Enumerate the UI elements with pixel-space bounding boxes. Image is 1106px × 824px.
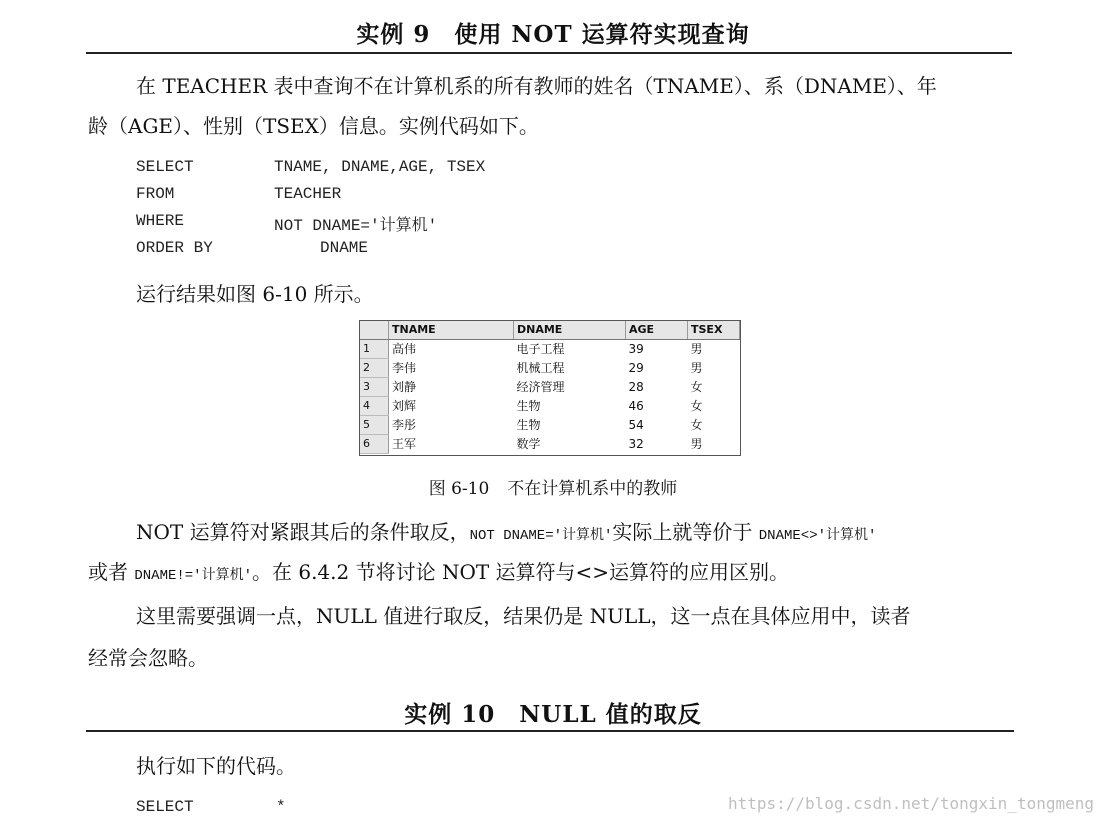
code-value: NOT DNAME='计算机' [274,217,438,235]
watermark-url: https://blog.csdn.net/tongxin_tongmeng [727,794,1094,813]
code-keyword: SELECT [136,798,194,816]
grid-cell: 54 [628,418,644,432]
figure-caption-text: 不在计算机系中的教师 [507,479,678,499]
grid-header-corner [360,321,389,340]
grid-row [360,378,740,397]
grid-cell: 高伟 [392,342,417,357]
code-value: * [276,798,286,816]
grid-header-tsex: TSEX [688,321,740,340]
explain-code-3: DNAME!='计算机' [134,568,252,584]
grid-cell: 39 [628,342,644,357]
result-grid [359,320,741,456]
grid-row [360,435,740,454]
grid-cell: 生物 [516,418,541,432]
grid-cell: 刘静 [392,380,417,394]
code-value: DNAME [320,239,369,257]
run-result-text: 运行结果如图 6-10 所示。 [136,282,374,306]
grid-row [360,340,740,359]
grid-cell: 刘辉 [392,399,417,413]
explain-text-a: NOT 运算符对紧跟其后的条件取反， [136,520,470,544]
grid-row-number: 1 [360,340,389,359]
grid-header-tname: TNAME [389,321,514,340]
grid-cell: 王军 [392,437,417,451]
grid-cell: 机械工程 [516,361,565,375]
grid-header-age: AGE [626,321,688,340]
grid-row-number: 3 [360,378,389,397]
grid-cell: 男 [690,437,703,451]
example10-intro: 执行如下的代码。 [136,754,296,778]
intro-line-1: 在 TEACHER 表中查询不在计算机系的所有教师的姓名（TNAME）、系（DNAME）、年 [136,74,937,98]
example10-title: 实例 10 NULL 值的取反 [404,701,702,728]
grid-header-dname: DNAME [514,321,626,340]
grid-row-number: 2 [360,359,389,378]
grid-row-number: 4 [360,397,389,416]
grid-cell: 女 [690,418,703,432]
grid-cell: 女 [690,380,703,394]
grid-header-row [360,321,740,340]
grid-cell: 男 [690,361,703,375]
grid-cell: 29 [628,361,644,375]
example9-title: 实例 9 使用 NOT 运算符实现查询 [356,21,750,48]
title-rule [86,730,1014,732]
code-keyword: ORDER BY [136,239,213,257]
grid-cell: 生物 [516,399,541,413]
figure-caption [0,474,1106,499]
grid-cell: 数学 [516,437,541,451]
intro-line-2: 龄（AGE）、性别（TSEX）信息。实例代码如下。 [88,114,539,138]
emphasis-line-2: 经常会忽略。 [88,646,208,670]
grid-cell: 李彤 [392,418,417,432]
grid-cell: 32 [628,437,644,451]
grid-cell: 女 [690,399,703,413]
explain-text-b: 实际上就等价于 [612,520,753,544]
figure-caption-number: 图 6-10 [428,479,490,499]
explain-text-d: 。在 6.4.2 节将讨论 NOT 运算符与<>运算符的应用区别。 [251,560,790,584]
explain-line-1 [136,522,876,546]
code-keyword: FROM [136,185,175,203]
explain-line-2 [88,562,789,586]
grid-row-number: 6 [360,435,389,454]
grid-row-number: 5 [360,416,389,435]
grid-cell: 28 [628,380,644,394]
emphasis-line-1: 这里需要强调一点，NULL 值进行取反，结果仍是 NULL，这一点在具体应用中，读者 [136,604,911,628]
explain-code-1: NOT DNAME='计算机' [469,528,613,544]
grid-row [360,397,740,416]
grid-cell: 男 [690,342,703,357]
code-value: TNAME, DNAME,AGE, TSEX [274,158,486,176]
grid-row [360,416,740,435]
code-keyword: WHERE [136,212,185,230]
explain-code-2: DNAME<>'计算机' [758,528,877,544]
code-value: TEACHER [274,185,342,203]
grid-row [360,359,740,378]
explain-text-c: 或者 [88,560,128,584]
code-keyword: SELECT [136,158,194,176]
grid-cell: 经济管理 [516,380,565,394]
title-rule [86,52,1012,54]
grid-cell: 46 [628,399,644,413]
grid-cell: 李伟 [392,361,417,375]
grid-cell: 电子工程 [516,342,565,357]
